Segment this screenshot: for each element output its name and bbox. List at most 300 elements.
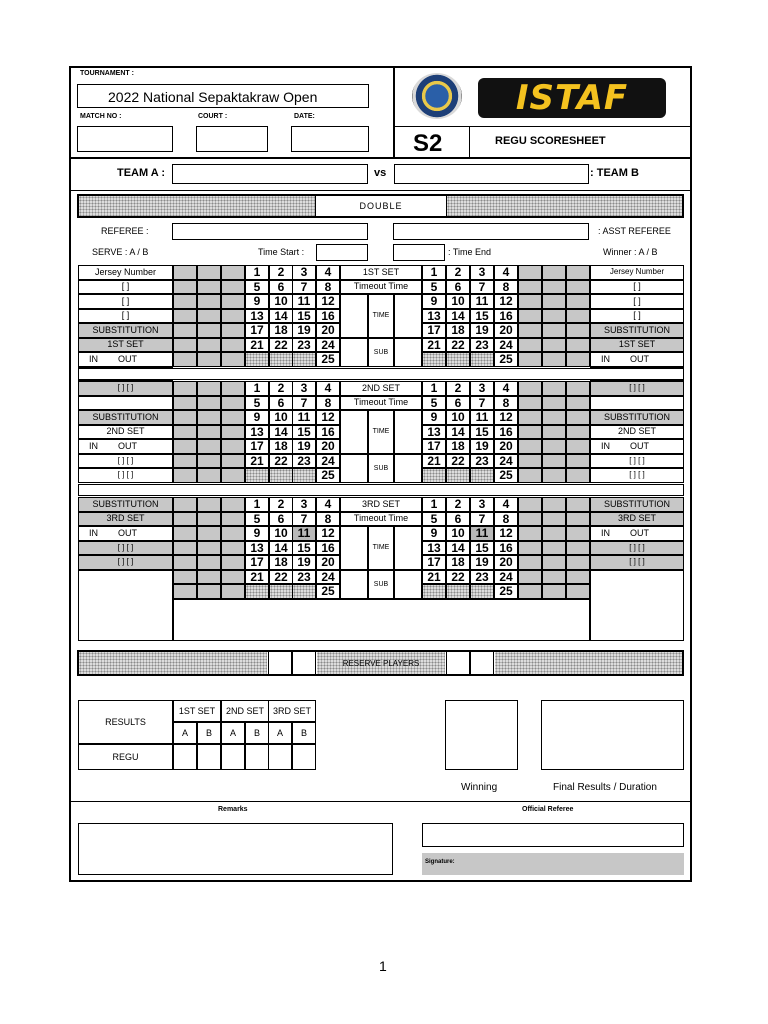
score-set1-a-6[interactable] bbox=[269, 280, 293, 295]
score-set1-b-10[interactable] bbox=[446, 294, 470, 309]
gray-box[interactable] bbox=[518, 381, 542, 396]
score-set1-a-16[interactable] bbox=[316, 309, 340, 324]
gray-box[interactable] bbox=[518, 309, 542, 324]
gray-box[interactable] bbox=[197, 265, 221, 280]
score-set1-a-4[interactable] bbox=[316, 265, 340, 280]
score-set1-a-10[interactable] bbox=[269, 294, 293, 309]
gray-box[interactable] bbox=[221, 425, 245, 440]
score-set3-a-2[interactable] bbox=[269, 497, 293, 512]
gray-box[interactable] bbox=[518, 512, 542, 527]
team-a-field[interactable] bbox=[172, 164, 368, 184]
gray-box[interactable] bbox=[221, 439, 245, 454]
gray-box[interactable] bbox=[197, 352, 221, 367]
score-set2-a-4[interactable] bbox=[316, 381, 340, 396]
gray-box[interactable] bbox=[542, 410, 566, 425]
score-set1-a-21[interactable] bbox=[245, 338, 269, 353]
score-set1-a-25[interactable] bbox=[316, 352, 340, 367]
score-set2-a-5[interactable] bbox=[245, 396, 269, 411]
remarks-field[interactable] bbox=[78, 823, 393, 875]
score-set2-a-19[interactable] bbox=[292, 439, 316, 454]
score-set3-a-7[interactable] bbox=[292, 512, 316, 527]
reserve-slot-4[interactable] bbox=[470, 651, 494, 675]
score-set3-a-20[interactable] bbox=[316, 555, 340, 570]
score-set1-a-12[interactable] bbox=[316, 294, 340, 309]
score-set1-b-7[interactable] bbox=[470, 280, 494, 295]
sub2-entry-a-1[interactable] bbox=[78, 454, 173, 469]
gray-box[interactable] bbox=[173, 381, 197, 396]
score-set2-a-11[interactable] bbox=[292, 410, 316, 425]
gray-box[interactable] bbox=[221, 468, 245, 483]
score-set1-a-22[interactable] bbox=[269, 338, 293, 353]
score-set1-b-19[interactable] bbox=[470, 323, 494, 338]
gray-box[interactable] bbox=[197, 294, 221, 309]
gray-box[interactable] bbox=[221, 526, 245, 541]
score-set3-a-11[interactable] bbox=[292, 526, 316, 541]
gray-box[interactable] bbox=[173, 265, 197, 280]
score-set2-b-22[interactable] bbox=[446, 454, 470, 469]
score-set2-b-9[interactable] bbox=[422, 410, 446, 425]
gray-box[interactable] bbox=[542, 512, 566, 527]
score-set2-b-11[interactable] bbox=[470, 410, 494, 425]
score-set3-a-10[interactable] bbox=[269, 526, 293, 541]
time-end-field[interactable] bbox=[393, 244, 445, 261]
score-set2-a-10[interactable] bbox=[269, 410, 293, 425]
score-set3-b-5[interactable] bbox=[422, 512, 446, 527]
reserve-slot-1[interactable] bbox=[268, 651, 292, 675]
jersey-entry-a-2[interactable] bbox=[78, 294, 173, 309]
score-set3-a-1[interactable] bbox=[245, 497, 269, 512]
score-set3-a-19[interactable] bbox=[292, 555, 316, 570]
gray-box[interactable] bbox=[518, 454, 542, 469]
score-set2-a-2[interactable] bbox=[269, 381, 293, 396]
team-b-field[interactable] bbox=[394, 164, 589, 184]
gray-box[interactable] bbox=[542, 468, 566, 483]
gray-box[interactable] bbox=[542, 294, 566, 309]
score-set3-b-4[interactable] bbox=[494, 497, 518, 512]
gray-box[interactable] bbox=[173, 555, 197, 570]
score-set1-a-20[interactable] bbox=[316, 323, 340, 338]
score-set2-a-8[interactable] bbox=[316, 396, 340, 411]
gray-box[interactable] bbox=[221, 410, 245, 425]
gray-box[interactable] bbox=[542, 265, 566, 280]
gray-box[interactable] bbox=[173, 526, 197, 541]
gray-box[interactable] bbox=[542, 425, 566, 440]
score-set3-a-17[interactable] bbox=[245, 555, 269, 570]
gray-box[interactable] bbox=[221, 512, 245, 527]
score-set1-b-24[interactable] bbox=[494, 338, 518, 353]
regu-set1-a[interactable] bbox=[173, 744, 197, 770]
gray-box[interactable] bbox=[566, 468, 590, 483]
sub2-entry-b-1[interactable] bbox=[590, 454, 684, 469]
gray-box[interactable] bbox=[518, 323, 542, 338]
final-results-field[interactable] bbox=[541, 700, 684, 770]
gray-box[interactable] bbox=[566, 265, 590, 280]
gray-box[interactable] bbox=[566, 323, 590, 338]
score-set2-b-12[interactable] bbox=[494, 410, 518, 425]
gray-box[interactable] bbox=[173, 541, 197, 556]
score-set3-b-15[interactable] bbox=[470, 541, 494, 556]
score-set2-b-25[interactable] bbox=[494, 468, 518, 483]
gray-box[interactable] bbox=[197, 410, 221, 425]
score-set2-b-13[interactable] bbox=[422, 425, 446, 440]
gray-box[interactable] bbox=[221, 570, 245, 585]
regu-set2-a[interactable] bbox=[221, 744, 245, 770]
signature-field[interactable] bbox=[422, 853, 684, 875]
gray-box[interactable] bbox=[566, 294, 590, 309]
score-set3-a-23[interactable] bbox=[292, 570, 316, 585]
score-set3-b-2[interactable] bbox=[446, 497, 470, 512]
gray-box[interactable] bbox=[197, 512, 221, 527]
reserve-slot-3[interactable] bbox=[446, 651, 470, 675]
gray-box[interactable] bbox=[173, 410, 197, 425]
score-set2-b-21[interactable] bbox=[422, 454, 446, 469]
score-set1-b-25[interactable] bbox=[494, 352, 518, 367]
score-set2-a-18[interactable] bbox=[269, 439, 293, 454]
score-set2-b-16[interactable] bbox=[494, 425, 518, 440]
gray-box[interactable] bbox=[197, 584, 221, 599]
gray-box[interactable] bbox=[566, 410, 590, 425]
gray-box[interactable] bbox=[173, 294, 197, 309]
gray-box[interactable] bbox=[173, 280, 197, 295]
gray-box[interactable] bbox=[197, 497, 221, 512]
gray-box[interactable] bbox=[542, 526, 566, 541]
winning-field[interactable] bbox=[445, 700, 518, 770]
sub3-entry-a-1[interactable] bbox=[78, 541, 173, 556]
score-set2-a-21[interactable] bbox=[245, 454, 269, 469]
gray-box[interactable] bbox=[221, 584, 245, 599]
score-set3-a-13[interactable] bbox=[245, 541, 269, 556]
score-set1-b-9[interactable] bbox=[422, 294, 446, 309]
gray-box[interactable] bbox=[566, 584, 590, 599]
gray-box[interactable] bbox=[542, 338, 566, 353]
score-set3-a-8[interactable] bbox=[316, 512, 340, 527]
match-no-field[interactable] bbox=[77, 126, 173, 152]
gray-box[interactable] bbox=[518, 439, 542, 454]
score-set3-a-12[interactable] bbox=[316, 526, 340, 541]
score-set3-a-16[interactable] bbox=[316, 541, 340, 556]
score-set3-a-21[interactable] bbox=[245, 570, 269, 585]
score-set1-b-14[interactable] bbox=[446, 309, 470, 324]
score-set2-a-17[interactable] bbox=[245, 439, 269, 454]
score-set3-b-3[interactable] bbox=[470, 497, 494, 512]
gray-box[interactable] bbox=[542, 352, 566, 367]
score-set2-a-7[interactable] bbox=[292, 396, 316, 411]
gray-box[interactable] bbox=[173, 584, 197, 599]
score-set2-b-7[interactable] bbox=[470, 396, 494, 411]
score-set2-a-20[interactable] bbox=[316, 439, 340, 454]
set2-sub-left[interactable] bbox=[340, 454, 368, 483]
score-set3-a-3[interactable] bbox=[292, 497, 316, 512]
gray-box[interactable] bbox=[542, 439, 566, 454]
score-set2-b-19[interactable] bbox=[470, 439, 494, 454]
gray-box[interactable] bbox=[518, 526, 542, 541]
score-set2-a-3[interactable] bbox=[292, 381, 316, 396]
gray-box[interactable] bbox=[542, 396, 566, 411]
score-set2-b-23[interactable] bbox=[470, 454, 494, 469]
gray-box[interactable] bbox=[566, 439, 590, 454]
gray-box[interactable] bbox=[566, 555, 590, 570]
reserve-slot-2[interactable] bbox=[292, 651, 316, 675]
set3-sub-left[interactable] bbox=[340, 570, 368, 599]
gray-box[interactable] bbox=[197, 439, 221, 454]
score-set1-b-6[interactable] bbox=[446, 280, 470, 295]
gray-box[interactable] bbox=[542, 454, 566, 469]
score-set3-a-9[interactable] bbox=[245, 526, 269, 541]
jersey-entry-a-3[interactable] bbox=[78, 309, 173, 324]
gray-box[interactable] bbox=[566, 425, 590, 440]
jersey-entry-b-1[interactable] bbox=[590, 280, 684, 295]
score-set1-b-2[interactable] bbox=[446, 265, 470, 280]
score-set3-a-15[interactable] bbox=[292, 541, 316, 556]
gray-box[interactable] bbox=[566, 381, 590, 396]
gray-box[interactable] bbox=[566, 526, 590, 541]
score-set3-b-6[interactable] bbox=[446, 512, 470, 527]
regu-set1-b[interactable] bbox=[197, 744, 221, 770]
score-set2-b-6[interactable] bbox=[446, 396, 470, 411]
gray-box[interactable] bbox=[542, 541, 566, 556]
gray-box[interactable] bbox=[221, 497, 245, 512]
gray-box[interactable] bbox=[197, 541, 221, 556]
score-set2-b-5[interactable] bbox=[422, 396, 446, 411]
gray-box[interactable] bbox=[566, 280, 590, 295]
score-set3-b-17[interactable] bbox=[422, 555, 446, 570]
gray-box[interactable] bbox=[566, 338, 590, 353]
tournament-name-field[interactable] bbox=[77, 84, 369, 108]
gray-box[interactable] bbox=[518, 396, 542, 411]
score-set1-a-2[interactable] bbox=[269, 265, 293, 280]
score-set1-b-12[interactable] bbox=[494, 294, 518, 309]
score-set3-b-21[interactable] bbox=[422, 570, 446, 585]
set1-sub-left[interactable] bbox=[340, 338, 368, 367]
score-set3-b-11[interactable] bbox=[470, 526, 494, 541]
score-set2-a-16[interactable] bbox=[316, 425, 340, 440]
score-set2-a-23[interactable] bbox=[292, 454, 316, 469]
score-set1-b-18[interactable] bbox=[446, 323, 470, 338]
score-set1-b-22[interactable] bbox=[446, 338, 470, 353]
score-set3-a-18[interactable] bbox=[269, 555, 293, 570]
score-set1-b-1[interactable] bbox=[422, 265, 446, 280]
score-set3-b-19[interactable] bbox=[470, 555, 494, 570]
sub3-entry-a-2[interactable] bbox=[78, 555, 173, 570]
gray-box[interactable] bbox=[518, 584, 542, 599]
score-set2-a-9[interactable] bbox=[245, 410, 269, 425]
gray-box[interactable] bbox=[518, 468, 542, 483]
gray-box[interactable] bbox=[197, 454, 221, 469]
gray-box[interactable] bbox=[518, 425, 542, 440]
gray-box[interactable] bbox=[221, 555, 245, 570]
referee-field[interactable] bbox=[172, 223, 368, 240]
gray-box[interactable] bbox=[518, 352, 542, 367]
gray-box[interactable] bbox=[518, 410, 542, 425]
score-set3-a-24[interactable] bbox=[316, 570, 340, 585]
jersey-entry-b-3[interactable] bbox=[590, 309, 684, 324]
gray-box[interactable] bbox=[542, 570, 566, 585]
score-set3-b-14[interactable] bbox=[446, 541, 470, 556]
gray-box[interactable] bbox=[518, 541, 542, 556]
date-field[interactable] bbox=[291, 126, 369, 152]
score-set1-a-17[interactable] bbox=[245, 323, 269, 338]
gray-box[interactable] bbox=[518, 555, 542, 570]
regu-set3-a[interactable] bbox=[268, 744, 292, 770]
score-set2-b-4[interactable] bbox=[494, 381, 518, 396]
score-set2-a-1[interactable] bbox=[245, 381, 269, 396]
gray-box[interactable] bbox=[221, 323, 245, 338]
score-set3-b-10[interactable] bbox=[446, 526, 470, 541]
score-set1-b-16[interactable] bbox=[494, 309, 518, 324]
sub3-entry-b-1[interactable] bbox=[590, 541, 684, 556]
score-set3-a-6[interactable] bbox=[269, 512, 293, 527]
regu-set2-b[interactable] bbox=[245, 744, 269, 770]
gray-box[interactable] bbox=[197, 526, 221, 541]
score-set1-b-17[interactable] bbox=[422, 323, 446, 338]
time-start-field[interactable] bbox=[316, 244, 368, 261]
gray-box[interactable] bbox=[173, 425, 197, 440]
score-set3-b-18[interactable] bbox=[446, 555, 470, 570]
jersey-entry-a-1[interactable] bbox=[78, 280, 173, 295]
gray-box[interactable] bbox=[221, 280, 245, 295]
gray-box[interactable] bbox=[518, 294, 542, 309]
gray-box[interactable] bbox=[221, 541, 245, 556]
score-set3-a-4[interactable] bbox=[316, 497, 340, 512]
gray-box[interactable] bbox=[197, 309, 221, 324]
score-set3-b-1[interactable] bbox=[422, 497, 446, 512]
score-set2-a-14[interactable] bbox=[269, 425, 293, 440]
score-set1-b-4[interactable] bbox=[494, 265, 518, 280]
score-set3-b-13[interactable] bbox=[422, 541, 446, 556]
score-set3-a-25[interactable] bbox=[316, 584, 340, 599]
score-set1-b-11[interactable] bbox=[470, 294, 494, 309]
gray-box[interactable] bbox=[173, 468, 197, 483]
score-set2-b-14[interactable] bbox=[446, 425, 470, 440]
gray-box[interactable] bbox=[197, 381, 221, 396]
gray-box[interactable] bbox=[221, 396, 245, 411]
score-set3-b-22[interactable] bbox=[446, 570, 470, 585]
gray-box[interactable] bbox=[566, 309, 590, 324]
score-set2-b-17[interactable] bbox=[422, 439, 446, 454]
score-set1-a-8[interactable] bbox=[316, 280, 340, 295]
score-set2-a-24[interactable] bbox=[316, 454, 340, 469]
score-set2-a-6[interactable] bbox=[269, 396, 293, 411]
gray-box[interactable] bbox=[173, 512, 197, 527]
score-set2-b-15[interactable] bbox=[470, 425, 494, 440]
score-set3-b-25[interactable] bbox=[494, 584, 518, 599]
gray-box[interactable] bbox=[542, 309, 566, 324]
gray-box[interactable] bbox=[221, 265, 245, 280]
gray-box[interactable] bbox=[566, 454, 590, 469]
score-set1-a-7[interactable] bbox=[292, 280, 316, 295]
gray-box[interactable] bbox=[542, 555, 566, 570]
regu-set3-b[interactable] bbox=[292, 744, 316, 770]
score-set1-b-13[interactable] bbox=[422, 309, 446, 324]
gray-box[interactable] bbox=[197, 468, 221, 483]
score-set1-a-3[interactable] bbox=[292, 265, 316, 280]
score-set3-b-9[interactable] bbox=[422, 526, 446, 541]
score-set2-b-3[interactable] bbox=[470, 381, 494, 396]
score-set3-a-14[interactable] bbox=[269, 541, 293, 556]
gray-box[interactable] bbox=[197, 570, 221, 585]
score-set3-b-8[interactable] bbox=[494, 512, 518, 527]
gray-box[interactable] bbox=[197, 425, 221, 440]
gray-box[interactable] bbox=[542, 497, 566, 512]
score-set1-b-3[interactable] bbox=[470, 265, 494, 280]
score-set2-b-2[interactable] bbox=[446, 381, 470, 396]
set3-time-right[interactable] bbox=[394, 526, 422, 570]
gray-box[interactable] bbox=[173, 439, 197, 454]
gray-box[interactable] bbox=[566, 352, 590, 367]
score-set1-a-9[interactable] bbox=[245, 294, 269, 309]
gray-box[interactable] bbox=[173, 323, 197, 338]
score-set2-b-18[interactable] bbox=[446, 439, 470, 454]
gray-box[interactable] bbox=[173, 338, 197, 353]
gray-box[interactable] bbox=[566, 396, 590, 411]
score-set2-a-22[interactable] bbox=[269, 454, 293, 469]
gray-box[interactable] bbox=[173, 396, 197, 411]
set2-sub-right[interactable] bbox=[394, 454, 422, 483]
gray-box[interactable] bbox=[173, 454, 197, 469]
gray-box[interactable] bbox=[197, 396, 221, 411]
sub2-entry-a-2[interactable] bbox=[78, 468, 173, 483]
gray-box[interactable] bbox=[518, 280, 542, 295]
score-set2-b-10[interactable] bbox=[446, 410, 470, 425]
set1-time-left[interactable] bbox=[340, 294, 368, 338]
score-set2-b-20[interactable] bbox=[494, 439, 518, 454]
gray-box[interactable] bbox=[566, 541, 590, 556]
gray-box[interactable] bbox=[197, 323, 221, 338]
gray-box[interactable] bbox=[197, 280, 221, 295]
score-set3-a-22[interactable] bbox=[269, 570, 293, 585]
score-set1-a-14[interactable] bbox=[269, 309, 293, 324]
score-set3-b-20[interactable] bbox=[494, 555, 518, 570]
score-set1-a-13[interactable] bbox=[245, 309, 269, 324]
gray-box[interactable] bbox=[173, 309, 197, 324]
gray-box[interactable] bbox=[173, 497, 197, 512]
gray-box[interactable] bbox=[221, 294, 245, 309]
score-set2-a-13[interactable] bbox=[245, 425, 269, 440]
sub2-entry-b-2[interactable] bbox=[590, 468, 684, 483]
gray-box[interactable] bbox=[173, 570, 197, 585]
notes-area[interactable] bbox=[173, 599, 590, 641]
score-set1-a-18[interactable] bbox=[269, 323, 293, 338]
gray-box[interactable] bbox=[173, 352, 197, 367]
jersey-entry-b-2[interactable] bbox=[590, 294, 684, 309]
gray-box[interactable] bbox=[542, 584, 566, 599]
gray-box[interactable] bbox=[542, 381, 566, 396]
set1-time-right[interactable] bbox=[394, 294, 422, 338]
score-set3-b-23[interactable] bbox=[470, 570, 494, 585]
score-set3-b-16[interactable] bbox=[494, 541, 518, 556]
score-set2-a-12[interactable] bbox=[316, 410, 340, 425]
score-set1-a-11[interactable] bbox=[292, 294, 316, 309]
score-set1-a-1[interactable] bbox=[245, 265, 269, 280]
set2-time-right[interactable] bbox=[394, 410, 422, 454]
gray-box[interactable] bbox=[566, 570, 590, 585]
score-set1-b-5[interactable] bbox=[422, 280, 446, 295]
score-set3-a-5[interactable] bbox=[245, 512, 269, 527]
gray-box[interactable] bbox=[518, 265, 542, 280]
gray-box[interactable] bbox=[518, 497, 542, 512]
official-referee-field[interactable] bbox=[422, 823, 684, 847]
asst-referee-field[interactable] bbox=[393, 223, 589, 240]
gray-box[interactable] bbox=[197, 555, 221, 570]
score-set2-a-15[interactable] bbox=[292, 425, 316, 440]
score-set3-b-12[interactable] bbox=[494, 526, 518, 541]
set3-time-left[interactable] bbox=[340, 526, 368, 570]
gray-box[interactable] bbox=[566, 512, 590, 527]
score-set1-b-8[interactable] bbox=[494, 280, 518, 295]
set2-time-left[interactable] bbox=[340, 410, 368, 454]
score-set1-a-19[interactable] bbox=[292, 323, 316, 338]
gray-box[interactable] bbox=[221, 454, 245, 469]
